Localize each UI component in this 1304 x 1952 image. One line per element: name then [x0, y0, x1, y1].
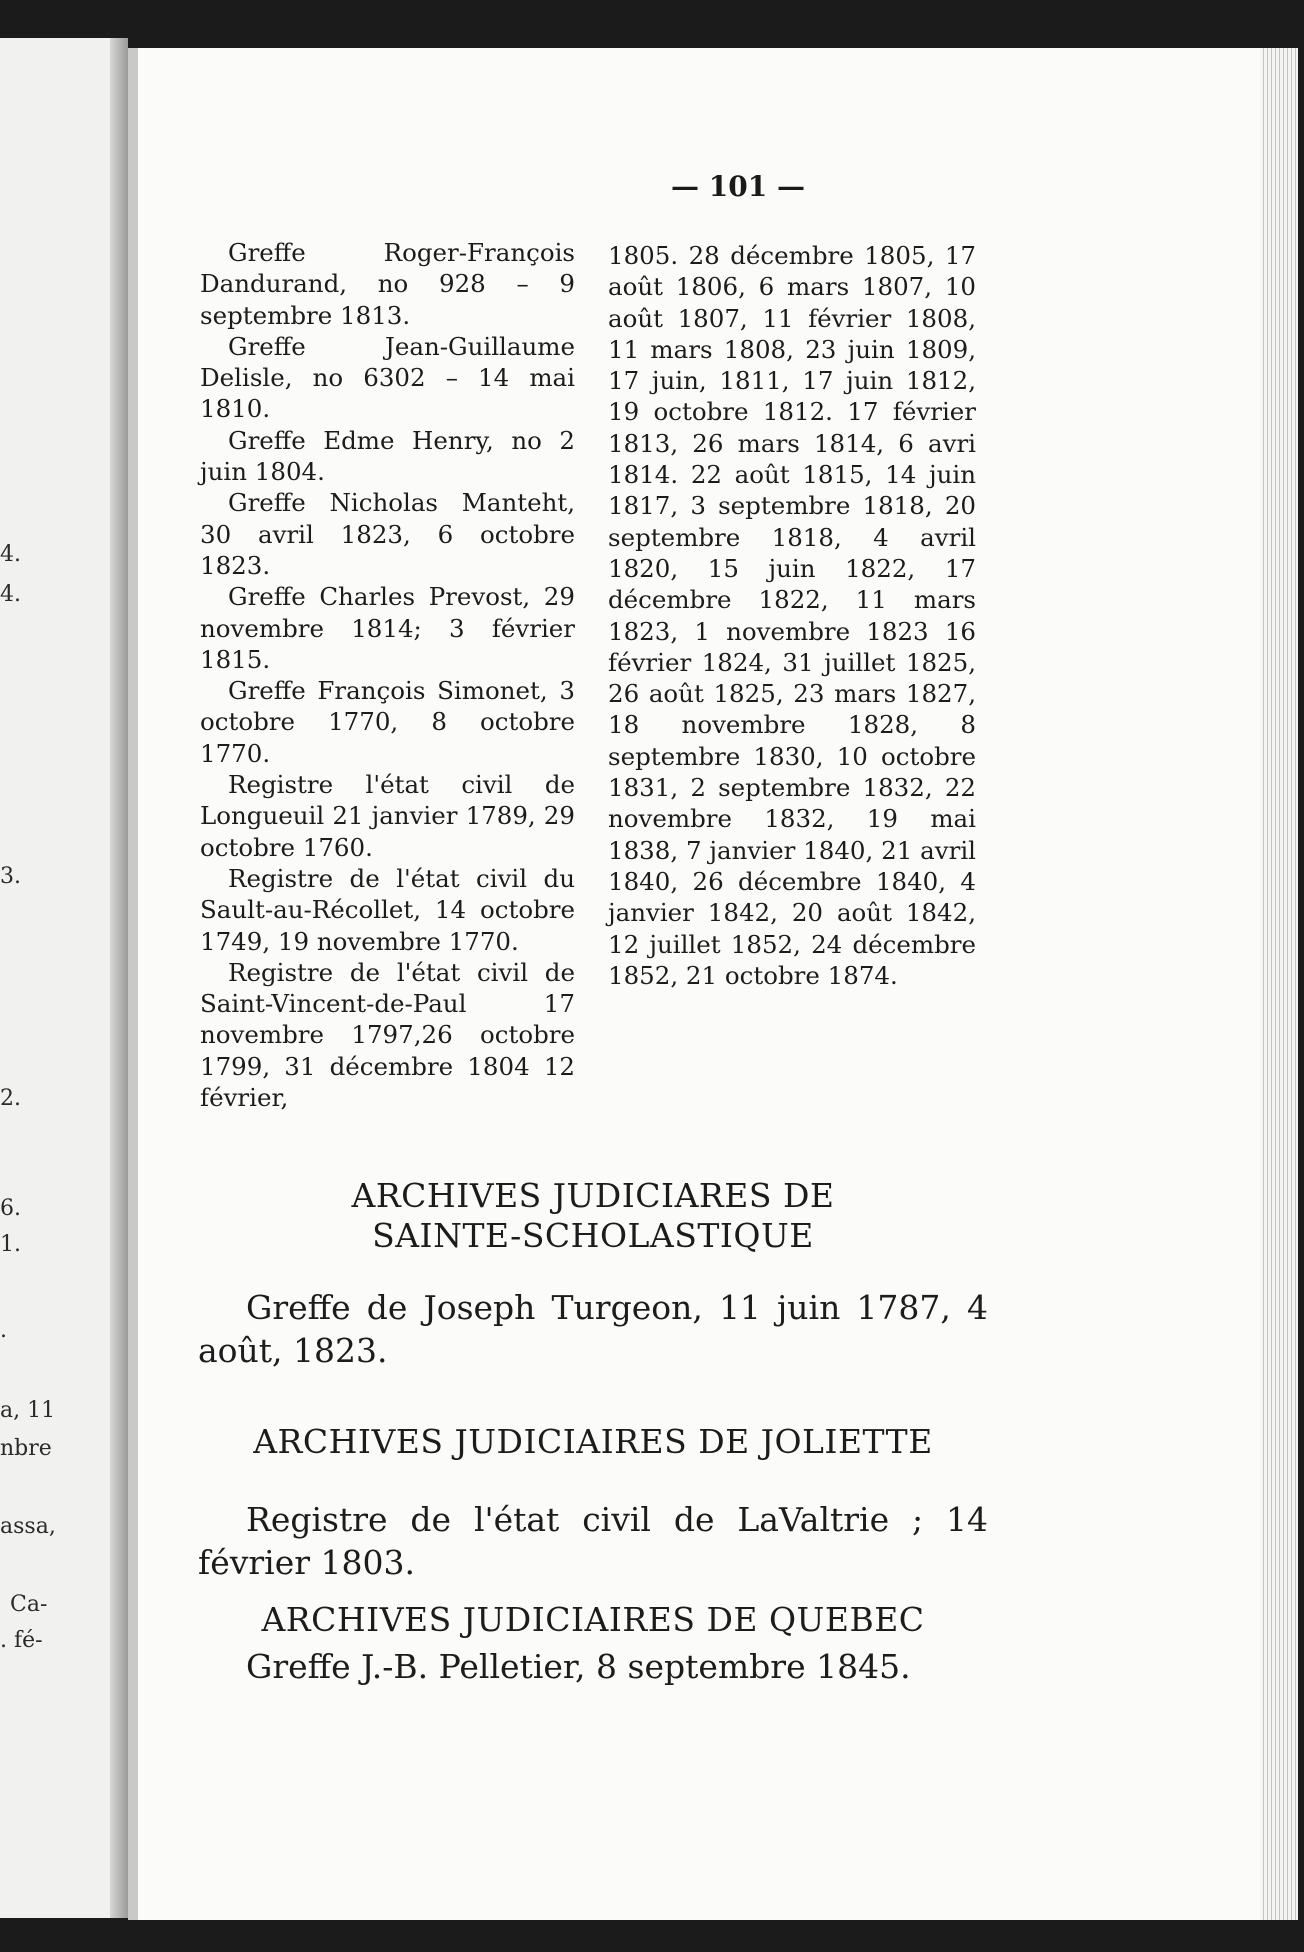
- section-heading-sainte-scholastique: [198, 1176, 988, 1256]
- heading-line: SAINTE-SCHOLASTIQUE: [372, 1216, 814, 1255]
- entry-paragraph: Greffe Charles Prevost, 29 novembre 1814; 3 février 1815.: [200, 582, 575, 674]
- left-page-fragment: . fé-: [0, 1628, 43, 1653]
- right-column: [608, 240, 976, 991]
- section-paragraph: Registre de l'état civil de LaValtrie ; 14 février 1803.: [198, 1500, 988, 1582]
- entry-paragraph: Registre de l'état civil de Saint-Vincent-de-Paul 17 novembre 1797,26 octobre 1799, 31 décembre 1804 12 février,: [200, 957, 575, 1113]
- entry-paragraph: Greffe Jean-Guillaume Delisle, no 6302 – 14 mai 1810.: [200, 331, 575, 424]
- left-page-fragment: a, 11: [0, 1398, 56, 1423]
- left-page-fragment: 4.: [0, 542, 21, 567]
- entry-paragraph: Greffe Nicholas Manteht, 30 avril 1823, 6 octobre 1823.: [200, 488, 575, 580]
- left-page-fragment: 2.: [0, 1086, 21, 1111]
- left-page-fragment: 1.: [0, 1232, 21, 1257]
- left-page-fragment: Ca-: [10, 1592, 48, 1617]
- page-number: — 101 —: [671, 170, 805, 203]
- section-text-quebec: [198, 1645, 988, 1688]
- entry-paragraph: Registre de l'état civil du Sault-au-Récollet, 14 octobre 1749, 19 novembre 1770.: [200, 863, 575, 956]
- left-page-fragment: nbre: [0, 1436, 52, 1461]
- section-heading-quebec: ARCHIVES JUDICIAIRES DE QUEBEC: [261, 1600, 925, 1639]
- left-column: [200, 237, 575, 1113]
- entry-paragraph: Greffe François Simonet, 3 octobre 1770, 8 octobre 1770.: [200, 676, 575, 768]
- section-paragraph: Greffe J.-B. Pelletier, 8 septembre 1845.: [246, 1647, 911, 1686]
- left-page-fragment: 6.: [0, 1196, 21, 1221]
- book-page: [128, 48, 1298, 1920]
- adjacent-left-page: [0, 38, 128, 1918]
- page-gutter-shadow: [110, 38, 128, 1918]
- heading-line: ARCHIVES JUDICIARES DE: [351, 1176, 835, 1215]
- page-edge-stack: [1260, 48, 1298, 1920]
- section-heading-joliette: ARCHIVES JUDICIAIRES DE JOLIETTE: [253, 1422, 933, 1461]
- entry-paragraph: Greffe Roger-François Dandurand, no 928 – 9 septembre 1813.: [200, 238, 575, 330]
- section-text-sainte-scholastique: [198, 1286, 988, 1372]
- left-page-fragment: .: [0, 1318, 7, 1343]
- section-text-joliette: [198, 1498, 988, 1584]
- section-paragraph: Greffe de Joseph Turgeon, 11 juin 1787, 4 août, 1823.: [198, 1288, 988, 1370]
- left-page-fragment: 3.: [0, 864, 21, 889]
- left-page-fragment: assa,: [0, 1514, 56, 1539]
- entry-paragraph: Registre l'état civil de Longueuil 21 janvier 1789, 29 octobre 1760.: [200, 770, 575, 862]
- entry-paragraph: Greffe Edme Henry, no 2 juin 1804.: [200, 425, 575, 487]
- dates-paragraph: 1805. 28 décembre 1805, 17 août 1806, 6 mars 1807, 10 août 1807, 11 février 1808, 11 mars 1808, 23 juin 1809, 17 juin, 1811, 17 juin 1812, 19 octobre 1812. 17 février 1813, 26 mars 1814, 6 avri 1814. 22 août 1815, 14 juin 1817, 3 septembre 1818, 20 septembre 1818, 4 avril 1820, 15 juin 1822, 17 décembre 1822, 11 mars 1823, 1 novembre 1823 16 février 1824, 31 juillet 1825, 26 août 1825, 23 mars 1827, 18 novembre 1828, 8 septembre 1830, 10 octobre 1831, 2 septembre 1832, 22 novembre 1832, 19 mai 1838, 7 janvier 1840, 21 avril 1840, 26 décembre 1840, 4 janvier 1842, 20 août 1842, 12 juillet 1852, 24 décembre 1852, 21 octobre 1874.: [608, 241, 976, 990]
- left-page-fragment: 4.: [0, 582, 21, 607]
